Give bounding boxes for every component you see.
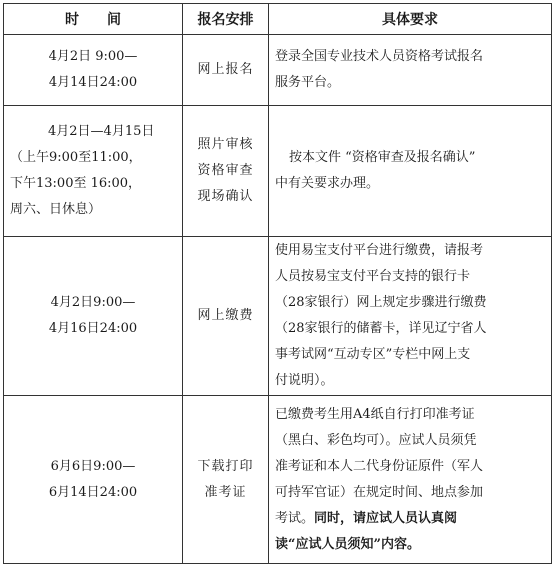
row4-req-line3: 准考证和本人二代身份证原件（军人: [275, 458, 484, 474]
row3-req-line1: 使用易宝支付平台进行缴费，请报考: [275, 243, 484, 258]
table-row-online-payment: [4, 237, 552, 396]
header-time: 时 间: [4, 4, 183, 35]
table-row-photo-review: [4, 106, 552, 237]
table-row-download-admission: [4, 396, 552, 564]
row4-req-line5-normal: 考试。: [275, 510, 315, 526]
row4-step: [183, 396, 269, 564]
row1-time-line2: 4月14日24:00: [48, 75, 138, 90]
row3-step: [183, 237, 269, 396]
row2-time-line1: 4月2日—4月15日: [48, 124, 155, 139]
row4-req-line5-bold: 同时，请应试人员认真阅: [314, 510, 458, 526]
row4-req-line1: 已缴费考生用A4纸自行打印准考证: [275, 406, 475, 422]
row3-req-line5: 事考试网“互动专区”专栏中网上支: [275, 347, 471, 362]
row2-step-line3: 现场确认: [197, 189, 254, 204]
row2-time-line3: 下午13:00至 16:00，: [10, 176, 142, 191]
row3-req-line6: 付说明）。: [275, 373, 334, 388]
row2-step: [183, 106, 269, 237]
row2-step-line1: 照片审核: [197, 137, 254, 152]
row3-time-line1: 4月2日9:00—: [50, 295, 136, 310]
row3-step-line1: 网上缴费: [197, 308, 254, 323]
schedule-table-wrapper: [3, 3, 552, 564]
row1-req-line2: 服务平台。: [275, 75, 341, 90]
row1-requirements: [269, 35, 552, 106]
row4-requirements: [269, 396, 552, 564]
row3-requirements: [269, 237, 552, 396]
row4-step-line2: 准考证: [204, 484, 247, 500]
row2-requirements: [269, 106, 552, 237]
table-row-online-registration: [4, 35, 552, 106]
row1-step-line1: 网上报名: [197, 62, 254, 77]
header-requirements: 具体要求: [269, 4, 552, 35]
row4-time-line2: 6月14日24:00: [48, 484, 138, 500]
row3-req-line2: 人员按易宝支付平台支持的银行卡: [275, 269, 471, 284]
registration-schedule-table: [3, 3, 552, 564]
row1-time-line1: 4月2日 9:00—: [48, 49, 138, 64]
row4-time-line1: 6月6日9:00—: [50, 458, 136, 474]
row2-time-line2: （上午9:00至11:00，: [10, 150, 142, 165]
row2-step-line2: 资格审查: [197, 163, 254, 178]
row4-req-line6: 读“应试人员须知”内容。: [275, 536, 420, 552]
row3-time-line2: 4月16日24:00: [48, 321, 138, 336]
row3-req-line4: （28家银行的储蓄卡，详见辽宁省人: [275, 321, 487, 336]
row3-req-line3: （28家银行）网上规定步骤进行缴费: [275, 295, 487, 310]
row4-time: [4, 396, 183, 564]
row2-time: [4, 106, 183, 237]
row1-req-line1: 登录全国专业技术人员资格考试报名: [275, 49, 484, 64]
row4-step-line1: 下载打印: [197, 458, 254, 474]
row1-time: [4, 35, 183, 106]
row2-time-line4: 周六、日休息）: [10, 202, 102, 217]
row4-req-line4: 可持军官证）在规定时间、地点参加: [275, 484, 484, 500]
row3-time: [4, 237, 183, 396]
row4-req-line2: （黑白、彩色均可）。应试人员须凭: [275, 432, 477, 448]
table-header-row: [4, 4, 552, 35]
header-step: 报名安排: [183, 4, 269, 35]
row4-req-line5: [275, 506, 545, 532]
row2-req-line1: 按本文件 “资格审查及报名确认”: [289, 150, 476, 165]
row1-step: [183, 35, 269, 106]
row2-req-line2: 中有关要求办理。: [275, 176, 380, 191]
